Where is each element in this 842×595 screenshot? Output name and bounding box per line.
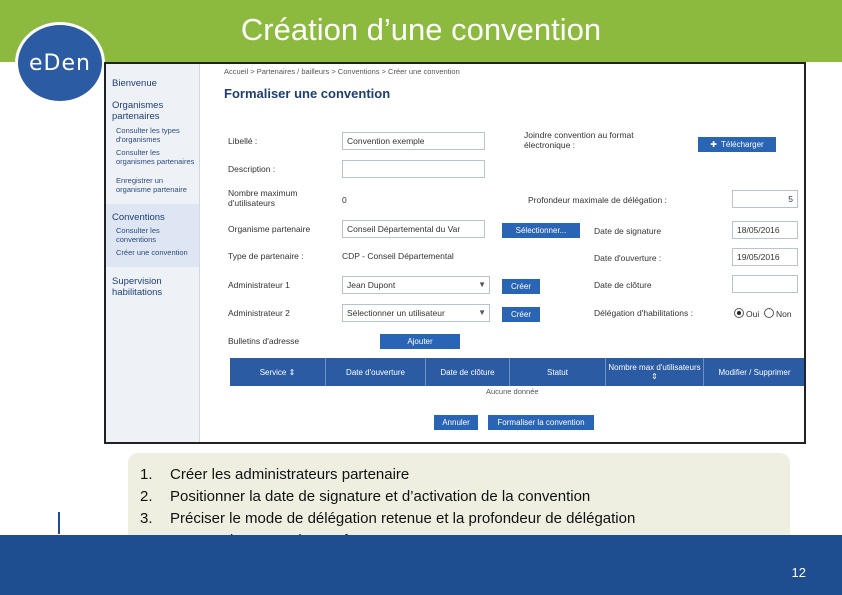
libelle-input[interactable]: Convention exemple (342, 132, 485, 150)
sidebar-section-supervision[interactable]: Supervision habilitations (112, 276, 163, 298)
admin1-label: Administrateur 1 (228, 280, 290, 290)
libelle-label: Libellé : (228, 136, 258, 146)
eden-logo: eDen (15, 22, 105, 104)
sidebar-section-conventions[interactable]: Conventions (112, 212, 165, 223)
sidebar-item-partner-types[interactable]: Consulter les types d'organismes (116, 126, 180, 144)
signature-label: Date de signature (594, 226, 662, 236)
form-title: Formaliser une convention (224, 86, 391, 101)
delegation-label: Délégation d'habilitations : (594, 308, 693, 318)
max-users-value[interactable]: 0 (342, 195, 347, 205)
page-number: 12 (791, 565, 806, 580)
admin1-select[interactable] (342, 276, 490, 294)
delegation-no-label: Non (776, 309, 792, 319)
column-header-opening: Date d'ouverture (326, 358, 426, 386)
closing-date-input[interactable] (732, 275, 798, 293)
app-screenshot (104, 62, 806, 444)
upload-button[interactable] (698, 137, 776, 152)
services-table-header (230, 358, 805, 386)
upload-button-label: Télécharger (721, 140, 764, 149)
create-admin1-button[interactable]: Créer (502, 279, 540, 294)
column-header-closing: Date de clôture (426, 358, 510, 386)
partner-type-value: CDP - Conseil Départemental (342, 251, 454, 261)
footer-band (0, 535, 842, 595)
chevron-down-icon: ▼ (478, 280, 486, 289)
closing-label: Date de clôture (594, 280, 652, 290)
select-partner-button[interactable]: Sélectionner... (502, 223, 580, 238)
attach-label: Joindre convention au format électronique : (524, 130, 634, 150)
sidebar-item-convention-create[interactable]: Créer une convention (116, 248, 188, 257)
table-empty-message: Aucune donnée (486, 387, 539, 396)
description-input[interactable] (342, 160, 485, 178)
depth-input[interactable]: 5 (732, 190, 798, 208)
delegation-yes-radio[interactable] (734, 308, 744, 318)
sidebar-item-convention-list[interactable]: Consulter les conventions (116, 226, 160, 244)
cancel-button[interactable]: Annuler (434, 415, 478, 430)
column-header-service[interactable]: Service ⇕ (230, 358, 326, 386)
signature-date-input[interactable]: 18/05/2016 (732, 221, 798, 239)
column-header-max-users[interactable]: Nombre max d'utilisateurs ⇕ (606, 358, 704, 386)
sidebar (106, 64, 200, 444)
description-label: Description : (228, 164, 276, 174)
plus-icon: ✚ (710, 140, 717, 149)
depth-label: Profondeur maximale de délégation : (528, 195, 667, 205)
opening-label: Date d'ouverture : (594, 253, 662, 263)
delegation-no-radio[interactable] (764, 308, 774, 318)
chevron-down-icon: ▼ (478, 308, 486, 317)
slide-title: Création d’une convention (240, 12, 602, 47)
admin2-value: Sélectionner un utilisateur (347, 308, 445, 318)
partner-input[interactable]: Conseil Départemental du Var (342, 220, 485, 238)
footer-divider (58, 512, 60, 534)
partner-label: Organisme partenaire (228, 224, 311, 234)
sidebar-item-partner-list[interactable]: Consulter les organismes partenaires (116, 148, 195, 166)
opening-date-input[interactable]: 19/05/2016 (732, 248, 798, 266)
create-admin2-button[interactable]: Créer (502, 307, 540, 322)
column-header-status: Statut (510, 358, 606, 386)
delegation-yes-label: Oui (746, 309, 760, 319)
submit-convention-button[interactable]: Formaliser la convention (488, 415, 594, 430)
admin1-value: Jean Dupont (347, 280, 396, 290)
add-button[interactable]: Ajouter (380, 334, 460, 349)
step-item: 1. Créer les administrateurs partenaire (140, 466, 410, 483)
step-item: 2. Positionner la date de signature et d’activation de la convention (140, 488, 591, 505)
partner-type-label: Type de partenaire : (228, 251, 304, 261)
sidebar-section-partners[interactable]: Organismes partenaires (112, 100, 164, 122)
breadcrumb: Accueil > Partenaires / bailleurs > Conventions > Créer une convention (224, 67, 460, 76)
admin2-select[interactable] (342, 304, 490, 322)
max-users-label: Nombre maximum d'utilisateurs (228, 188, 298, 208)
column-header-actions: Modifier / Supprimer (718, 367, 791, 377)
mailing-label: Bulletins d'adresse (228, 336, 300, 346)
sidebar-item-home[interactable]: Bienvenue (112, 78, 157, 89)
admin2-label: Administrateur 2 (228, 308, 290, 318)
step-item: 3. Préciser le mode de délégation retenue et la profondeur de délégation (140, 510, 636, 527)
sidebar-item-partner-create[interactable]: Enregistrer un organisme partenaire (116, 176, 187, 194)
